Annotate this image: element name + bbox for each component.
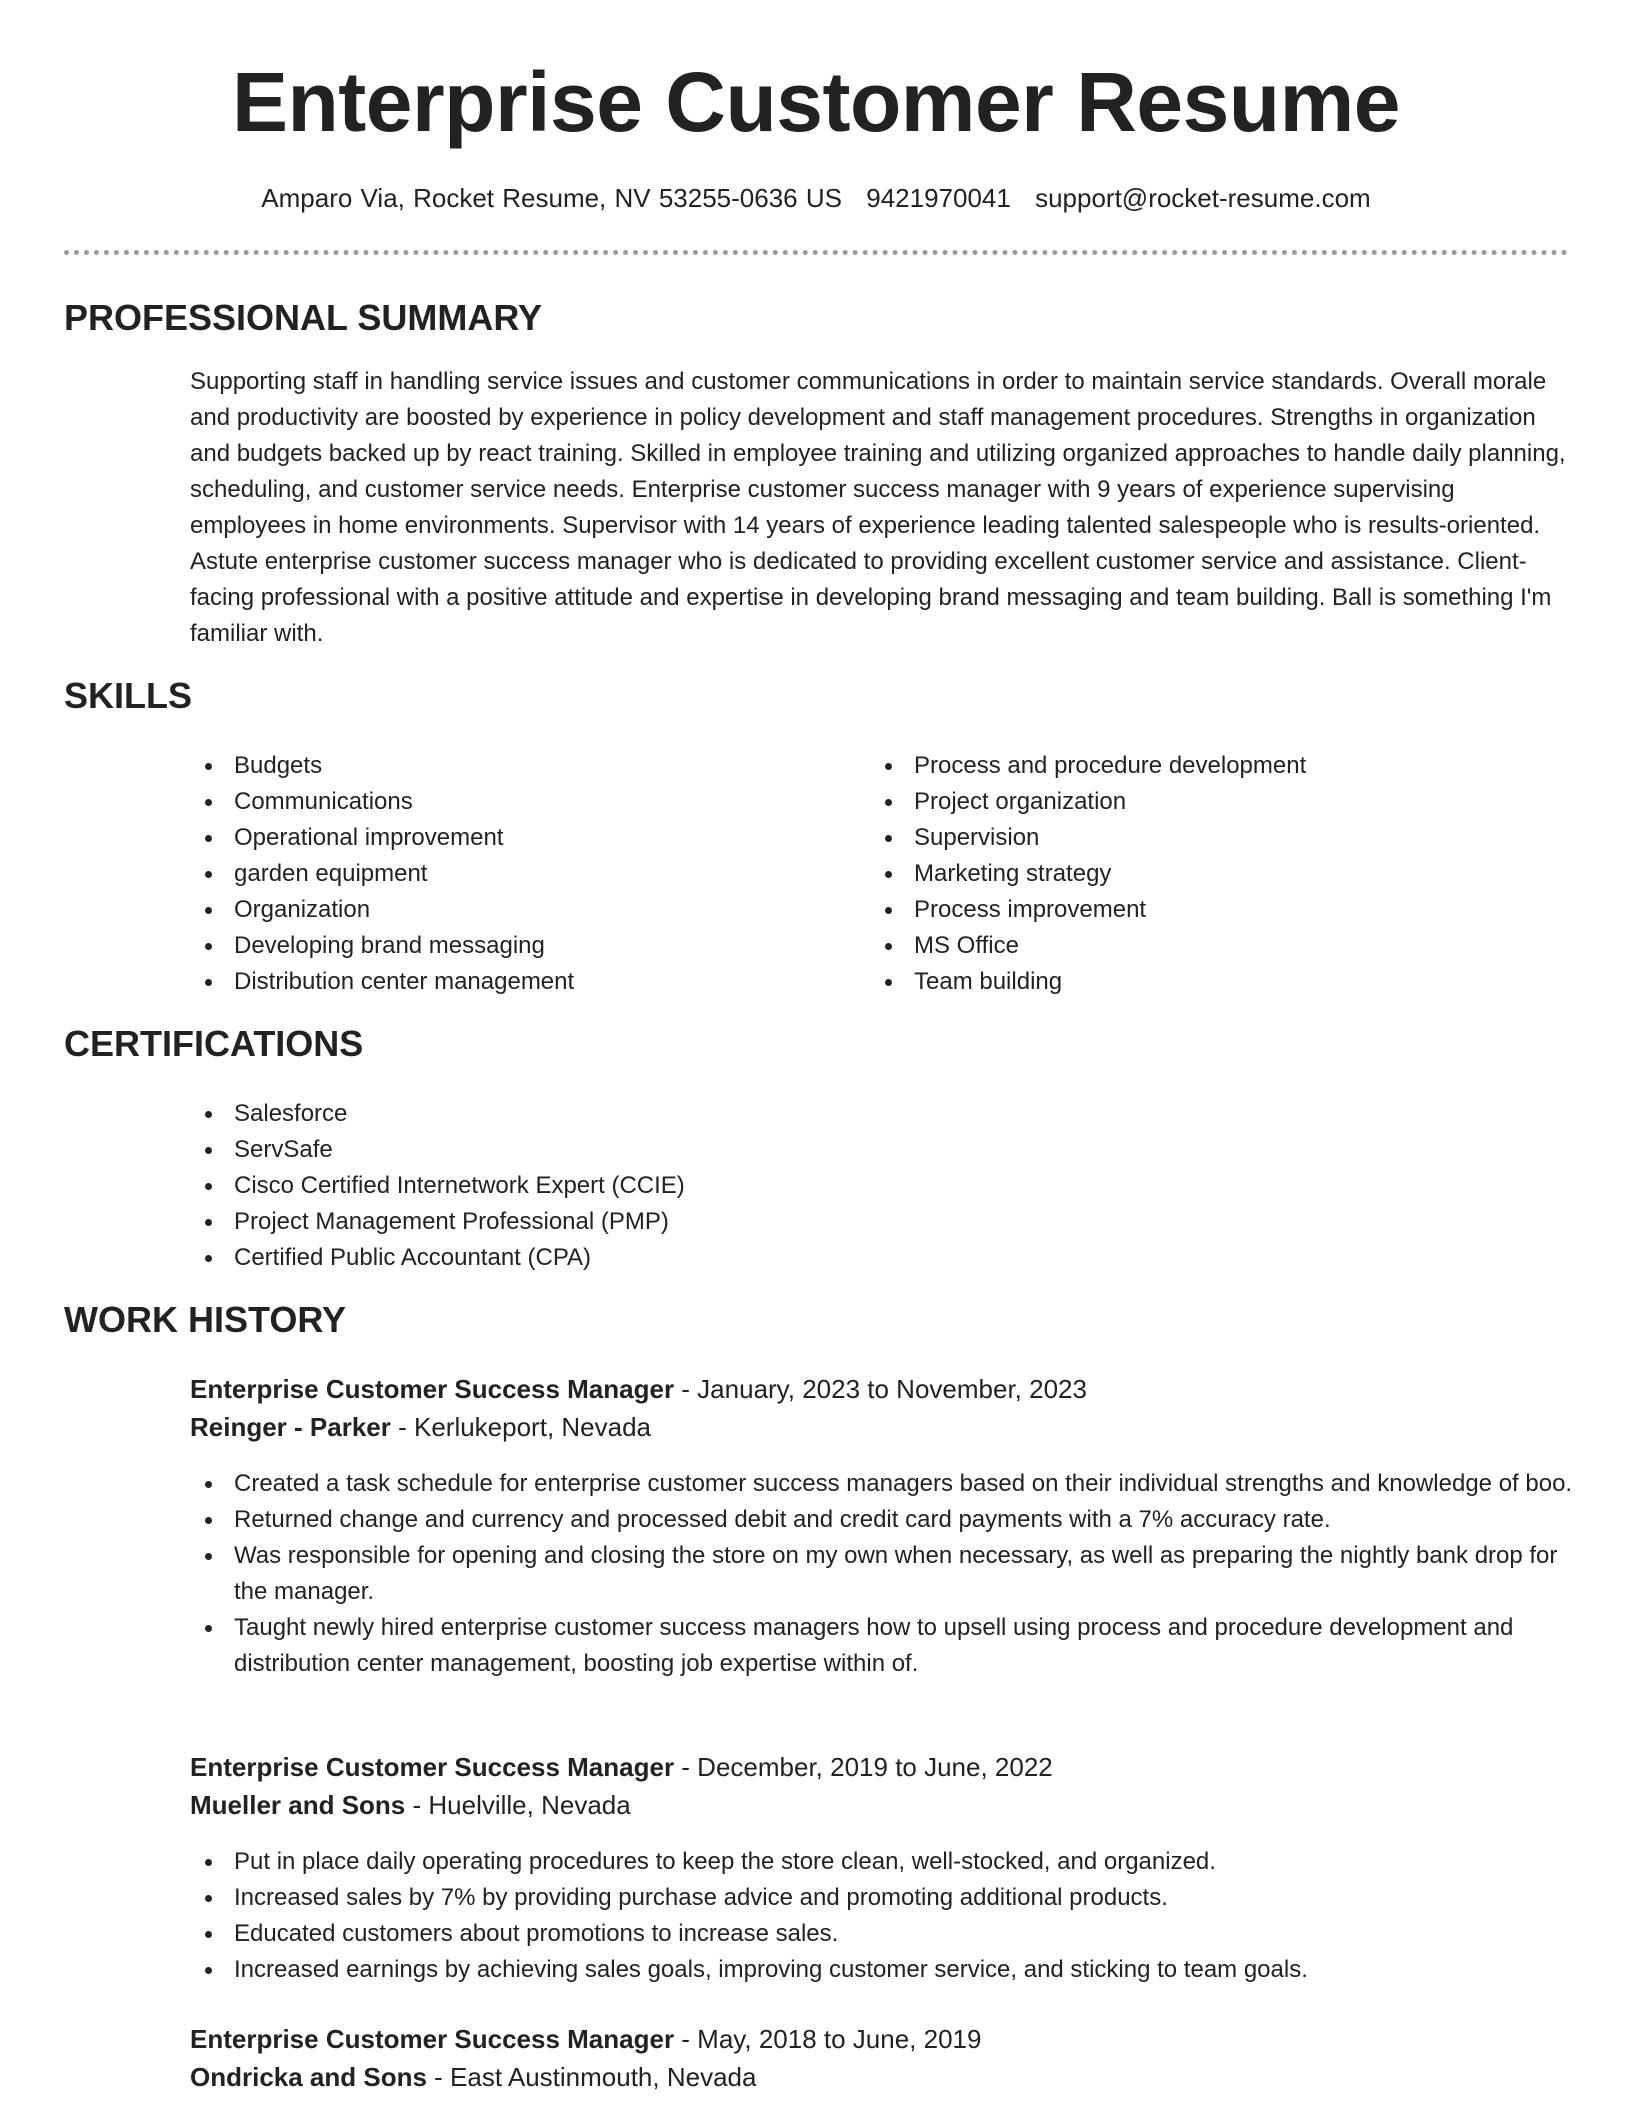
list-item: Project organization xyxy=(870,784,1550,820)
job-company: Ondricka and Sons xyxy=(190,2062,427,2092)
contact-address: Amparo Via, Rocket Resume, NV 53255-0636 US xyxy=(261,183,842,213)
list-item: Supervision xyxy=(870,820,1550,856)
list-item: Cisco Certified Internetwork Expert (CCIE) xyxy=(190,1168,1090,1204)
list-item: Team building xyxy=(870,964,1550,1000)
list-item: Process improvement xyxy=(870,892,1550,928)
skills-list-left xyxy=(190,748,830,1000)
list-item: Salesforce xyxy=(190,1096,1090,1132)
job-company-line xyxy=(190,1408,651,1446)
skills-list-right xyxy=(870,748,1550,1000)
job-role-line xyxy=(190,2020,981,2058)
job-company-line xyxy=(190,1786,631,1824)
list-item: Process and procedure development xyxy=(870,748,1550,784)
section-title-skills: SKILLS xyxy=(64,675,193,716)
list-item: Communications xyxy=(190,784,830,820)
list-item: Taught newly hired enterprise customer success managers how to upsell using process and procedure development and distribution center management, boosting job expertise within of. xyxy=(190,1610,1580,1682)
list-item: Increased earnings by achieving sales goals, improving customer service, and sticking to team goals. xyxy=(190,1952,1580,1988)
list-item: Increased sales by 7% by providing purchase advice and promoting additional products. xyxy=(190,1880,1580,1916)
list-item: Developing brand messaging xyxy=(190,928,830,964)
list-item: Marketing strategy xyxy=(870,856,1550,892)
contact-line xyxy=(0,180,1632,216)
job-role: Enterprise Customer Success Manager xyxy=(190,1752,675,1782)
list-item: Was responsible for opening and closing the store on my own when necessary, as well as preparing the nightly bank drop for the manager. xyxy=(190,1538,1580,1610)
job-company: Reinger - Parker xyxy=(190,1412,391,1442)
section-title-summary: PROFESSIONAL SUMMARY xyxy=(64,297,543,338)
list-item: Distribution center management xyxy=(190,964,830,1000)
job-role-line xyxy=(190,1748,1053,1786)
job-bullets xyxy=(190,1844,1580,1988)
list-item: Created a task schedule for enterprise customer success managers based on their individual strengths and knowledge of boo. xyxy=(190,1466,1580,1502)
list-item: Certified Public Accountant (CPA) xyxy=(190,1240,1090,1276)
list-item: Project Management Professional (PMP) xyxy=(190,1204,1090,1240)
job-location: - Huelville, Nevada xyxy=(405,1790,631,1820)
list-item: Educated customers about promotions to increase sales. xyxy=(190,1916,1580,1952)
section-title-certifications: CERTIFICATIONS xyxy=(64,1023,364,1064)
job-role: Enterprise Customer Success Manager xyxy=(190,2024,675,2054)
resume-title: Enterprise Customer Resume xyxy=(231,55,1401,149)
job-company-line xyxy=(190,2058,756,2096)
job-bullets xyxy=(190,1466,1580,1682)
list-item: Operational improvement xyxy=(190,820,830,856)
job-location: - Kerlukeport, Nevada xyxy=(390,1412,652,1442)
job-dates: - January, 2023 to November, 2023 xyxy=(674,1374,1087,1404)
contact-email: support@rocket-resume.com xyxy=(1035,183,1371,213)
list-item: MS Office xyxy=(870,928,1550,964)
certifications-list xyxy=(190,1096,1090,1276)
job-role-line xyxy=(190,1370,1087,1408)
section-title-work-history: WORK HISTORY xyxy=(64,1299,347,1340)
job-role: Enterprise Customer Success Manager xyxy=(190,1374,675,1404)
list-item: Returned change and currency and processed debit and credit card payments with a 7% accuracy rate. xyxy=(190,1502,1580,1538)
job-company: Mueller and Sons xyxy=(190,1790,406,1820)
job-dates: - May, 2018 to June, 2019 xyxy=(674,2024,982,2054)
list-item: Budgets xyxy=(190,748,830,784)
list-item: Put in place daily operating procedures to keep the store clean, well-stocked, and organized. xyxy=(190,1844,1580,1880)
job-location: - East Austinmouth, Nevada xyxy=(426,2062,757,2092)
list-item: ServSafe xyxy=(190,1132,1090,1168)
contact-phone: 9421970041 xyxy=(866,183,1011,213)
job-dates: - December, 2019 to June, 2022 xyxy=(674,1752,1053,1782)
header-divider xyxy=(64,250,1568,255)
list-item: garden equipment xyxy=(190,856,830,892)
list-item: Organization xyxy=(190,892,830,928)
summary-text: Supporting staff in handling service issues and customer communications in order to maintain service standards. Overall morale and productivity are boosted by experience in policy development and staff management procedures. Strengths in organization and budgets backed up by react training. Skilled in employee training and utilizing organized approaches to handle daily planning, scheduling, and customer service needs. Enterprise customer success manager with 9 years of experience supervising employees in home environments. Supervisor with 14 years of experience leading talented salespeople who is results-oriented. Astute enterprise customer success manager who is dedicated to providing excellent customer service and assistance. Client-facing professional with a positive attitude and expertise in developing brand messaging and team building. Ball is something I'm familiar with. xyxy=(190,368,1566,647)
